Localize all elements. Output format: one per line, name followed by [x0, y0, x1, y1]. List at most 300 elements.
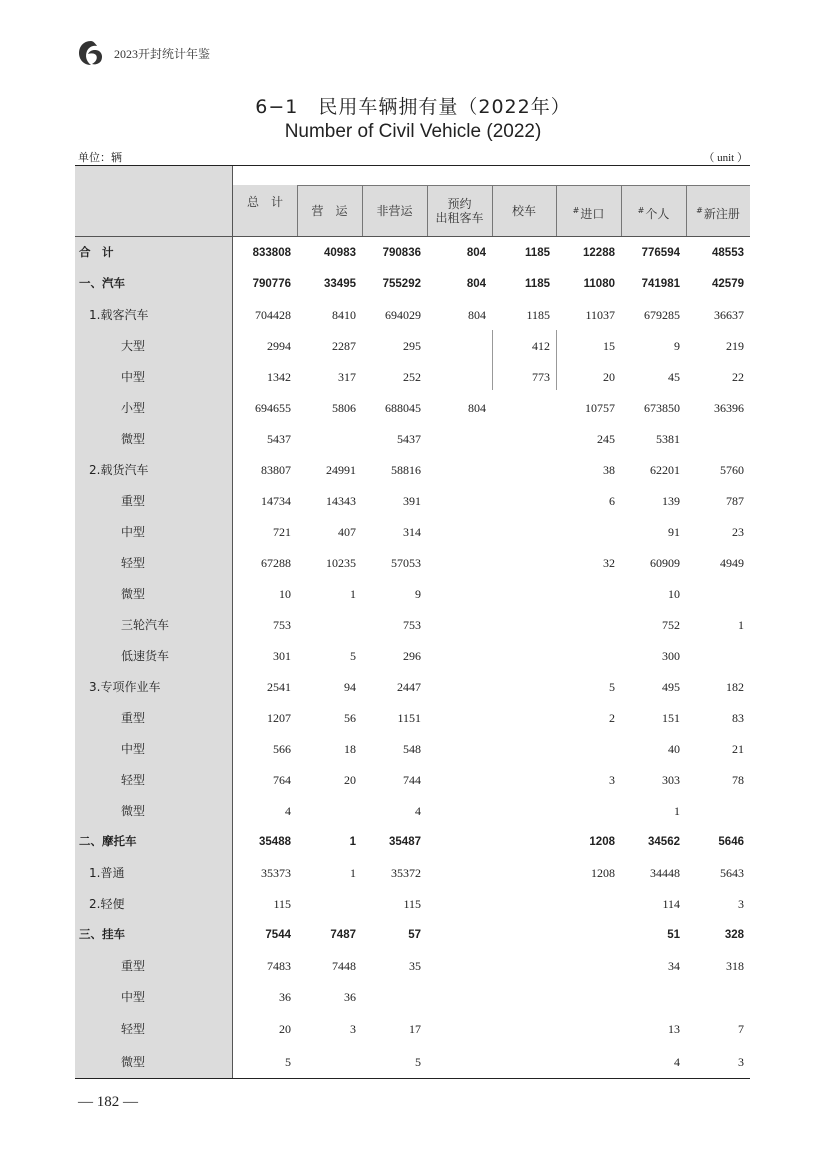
cell-value — [492, 734, 550, 765]
unit-label-en: （ unit ） — [703, 152, 748, 164]
cell-value — [686, 982, 744, 1013]
cell-value: 328 — [724, 929, 744, 941]
cell-value: 1342 — [267, 370, 291, 384]
cell-value: 3 — [350, 1022, 356, 1036]
cell-value: 1185 — [525, 278, 550, 290]
cell-value: 20 — [603, 370, 615, 384]
cell-value — [427, 734, 486, 765]
cell-value — [427, 548, 486, 579]
table-row — [75, 827, 750, 858]
table-row — [75, 393, 750, 424]
cell-value — [556, 1047, 615, 1078]
cell-value — [427, 889, 486, 920]
cell-value: 21 — [732, 742, 744, 756]
table-row — [75, 486, 750, 517]
cell-value — [492, 920, 550, 951]
cell-value — [492, 765, 550, 796]
cell-value — [427, 579, 486, 610]
cell-value — [427, 455, 486, 486]
cell-value: 495 — [662, 680, 680, 694]
cell-value: 11037 — [585, 308, 615, 322]
cell-value: 11080 — [583, 278, 615, 290]
cell-value: 1 — [350, 587, 356, 601]
cell-value — [297, 424, 356, 455]
column-header-text: 进口 — [580, 207, 605, 221]
header-divider — [686, 185, 687, 236]
cell-value: 1185 — [525, 247, 550, 259]
cell-value: 10235 — [326, 556, 356, 570]
table-row — [75, 703, 750, 734]
cell-value: 245 — [597, 432, 615, 446]
header-top-rule — [297, 185, 750, 186]
cell-value: 303 — [662, 773, 680, 787]
cell-value: 22 — [732, 370, 744, 384]
cell-value: 51 — [667, 929, 680, 941]
row-label: 1.载客汽车 — [89, 308, 149, 322]
table-row — [75, 610, 750, 641]
yearbook-title: 2023开封统计年鉴 — [114, 46, 211, 61]
cell-value: 56 — [344, 711, 356, 725]
cell-value: 3 — [738, 1055, 744, 1069]
cell-value: 755292 — [382, 278, 421, 290]
cell-value — [427, 703, 486, 734]
cell-value — [492, 424, 550, 455]
cell-value: 14343 — [326, 494, 356, 508]
footnote-mark: # — [696, 206, 703, 215]
cell-value: 741981 — [641, 278, 680, 290]
cell-value: 295 — [403, 339, 421, 353]
cell-value — [556, 982, 615, 1013]
cell-value: 83807 — [261, 463, 291, 477]
cell-value — [427, 517, 486, 548]
cell-value: 804 — [466, 278, 486, 290]
cell-value — [492, 548, 550, 579]
cell-value: 115 — [403, 897, 421, 911]
table-row — [75, 455, 750, 486]
cell-value — [427, 765, 486, 796]
table-row — [75, 331, 750, 362]
cell-value — [427, 362, 486, 393]
cell-value — [492, 610, 550, 641]
page-header — [76, 38, 210, 68]
cell-value: 407 — [338, 525, 356, 539]
cell-value: 57 — [408, 929, 421, 941]
table-row — [75, 982, 750, 1013]
cell-value: 114 — [662, 897, 680, 911]
cell-value: 4 — [415, 804, 421, 818]
cell-value: 9 — [674, 339, 680, 353]
cell-value: 7483 — [267, 959, 291, 973]
cell-value — [492, 393, 550, 424]
column-header-text: 出租客车 — [435, 211, 484, 225]
cell-value: 804 — [468, 308, 486, 322]
cell-value: 7 — [738, 1022, 744, 1036]
cell-value: 7544 — [265, 929, 291, 941]
cell-value: 7448 — [332, 959, 356, 973]
cell-value: 412 — [532, 339, 550, 353]
column-header — [297, 204, 362, 218]
cell-value — [362, 982, 421, 1013]
row-label: 小型 — [121, 401, 146, 415]
table-title-en: Number of Civil Vehicle (2022) — [284, 121, 542, 142]
cell-value: 10757 — [585, 401, 615, 415]
cell-value: 252 — [403, 370, 421, 384]
cell-value: 753 — [403, 618, 421, 632]
cell-value — [492, 486, 550, 517]
cell-value — [427, 796, 486, 827]
cell-value: 1207 — [267, 711, 291, 725]
column-header — [492, 204, 556, 218]
table-top-rule — [75, 165, 750, 166]
cell-value: 35373 — [261, 866, 291, 880]
cell-value — [556, 951, 615, 982]
cell-value: 91 — [668, 525, 680, 539]
header-divider — [362, 185, 363, 236]
column-header-text: 总 计 — [246, 195, 283, 209]
cell-value: 1208 — [589, 836, 615, 848]
cell-value: 10 — [279, 587, 291, 601]
cell-value: 5646 — [718, 836, 744, 848]
yearbook-logo-icon — [76, 38, 106, 68]
cell-value: 694029 — [385, 308, 421, 322]
cell-value: 38 — [603, 463, 615, 477]
cell-value: 12288 — [583, 247, 615, 259]
table-row — [75, 1014, 750, 1045]
table-row — [75, 548, 750, 579]
cell-value: 5437 — [267, 432, 291, 446]
cell-value — [492, 579, 550, 610]
row-label: 微型 — [121, 587, 146, 601]
cell-value: 48553 — [712, 247, 744, 259]
cell-value: 5 — [609, 680, 615, 694]
cell-value: 42579 — [712, 278, 744, 290]
column-header — [233, 195, 297, 209]
cell-value: 78 — [732, 773, 744, 787]
header-divider — [492, 185, 493, 236]
row-label: 大型 — [121, 339, 146, 353]
footnote-mark: # — [637, 206, 645, 215]
cell-value — [686, 579, 744, 610]
cell-value — [492, 858, 550, 889]
cell-value: 1151 — [397, 711, 421, 725]
body-divider — [492, 330, 493, 390]
cell-value — [492, 703, 550, 734]
cell-value: 314 — [403, 525, 421, 539]
cell-value: 58816 — [391, 463, 421, 477]
table-row — [75, 517, 750, 548]
cell-value — [427, 982, 486, 1013]
cell-value: 34562 — [648, 836, 680, 848]
cell-value: 35487 — [389, 836, 421, 848]
cell-value: 6 — [609, 494, 615, 508]
cell-value — [492, 1014, 550, 1045]
row-label: 重型 — [121, 494, 146, 508]
row-label: 三轮汽车 — [121, 618, 170, 632]
cell-value — [427, 1047, 486, 1078]
cell-value: 151 — [662, 711, 680, 725]
cell-value: 300 — [662, 649, 680, 663]
page-number: — 182 — — [78, 1094, 138, 1110]
cell-value — [297, 796, 356, 827]
cell-value: 23 — [732, 525, 744, 539]
cell-value: 753 — [273, 618, 291, 632]
cell-value: 548 — [403, 742, 421, 756]
cell-value — [427, 858, 486, 889]
cell-value: 8410 — [332, 308, 356, 322]
cell-value: 318 — [726, 959, 744, 973]
cell-value: 9 — [415, 587, 421, 601]
column-header-text: 非营运 — [376, 204, 413, 218]
cell-value: 5 — [285, 1055, 291, 1069]
cell-value: 688045 — [385, 401, 421, 415]
cell-value: 773 — [532, 370, 550, 384]
cell-value — [492, 889, 550, 920]
cell-value: 182 — [726, 680, 744, 694]
row-label: 中型 — [121, 525, 146, 539]
cell-value: 391 — [403, 494, 421, 508]
cell-value: 18 — [344, 742, 356, 756]
cell-value — [686, 796, 744, 827]
cell-value: 5 — [350, 649, 356, 663]
cell-value: 4949 — [720, 556, 744, 570]
row-label: 中型 — [121, 742, 146, 756]
cell-value — [492, 517, 550, 548]
unit-label: 单位：辆 — [78, 151, 122, 164]
table-row — [75, 672, 750, 703]
cell-value: 317 — [338, 370, 356, 384]
cell-value: 36 — [279, 990, 291, 1004]
cell-value: 36396 — [714, 401, 744, 415]
cell-value — [492, 982, 550, 1013]
column-header-text: 校车 — [511, 204, 536, 218]
cell-value: 296 — [403, 649, 421, 663]
cell-value — [427, 672, 486, 703]
cell-value: 94 — [344, 680, 356, 694]
cell-value: 34448 — [650, 866, 680, 880]
cell-value: 115 — [273, 897, 291, 911]
row-label: 轻型 — [121, 773, 146, 787]
header-divider — [621, 185, 622, 236]
row-label: 三、挂车 — [79, 929, 125, 941]
cell-value: 139 — [662, 494, 680, 508]
cell-value: 5806 — [332, 401, 356, 415]
cell-value: 40 — [668, 742, 680, 756]
cell-value — [297, 610, 356, 641]
table-row — [75, 238, 750, 269]
cell-value: 67288 — [261, 556, 291, 570]
cell-value: 704428 — [255, 308, 291, 322]
table-row — [75, 300, 750, 331]
column-header — [621, 204, 686, 221]
cell-value — [492, 1047, 550, 1078]
cell-value — [686, 641, 744, 672]
cell-value — [556, 796, 615, 827]
body-divider — [556, 330, 557, 390]
cell-value: 33495 — [324, 278, 356, 290]
cell-value: 35372 — [391, 866, 421, 880]
cell-value: 764 — [273, 773, 291, 787]
cell-value: 2447 — [397, 680, 421, 694]
cell-value — [492, 827, 550, 858]
cell-value: 60909 — [650, 556, 680, 570]
cell-value: 14734 — [261, 494, 291, 508]
cell-value: 36637 — [714, 308, 744, 322]
row-label: 微型 — [121, 432, 146, 446]
column-header-text: 个人 — [645, 207, 670, 221]
column-header — [427, 197, 492, 225]
table-row — [75, 424, 750, 455]
cell-value: 7487 — [330, 929, 356, 941]
row-label: 重型 — [121, 711, 146, 725]
cell-value: 20 — [344, 773, 356, 787]
cell-value — [492, 951, 550, 982]
cell-value: 13 — [668, 1022, 680, 1036]
cell-value: 35 — [409, 959, 421, 973]
cell-value — [492, 641, 550, 672]
table-title-cn: 6−1 民用车辆拥有量（2022年） — [255, 96, 571, 118]
cell-value: 2994 — [267, 339, 291, 353]
cell-value: 301 — [273, 649, 291, 663]
cell-value: 679285 — [644, 308, 680, 322]
cell-value: 1 — [738, 618, 744, 632]
row-label: 重型 — [121, 959, 146, 973]
row-label: 1.普通 — [89, 866, 125, 880]
cell-value — [556, 610, 615, 641]
row-label: 2.轻便 — [89, 897, 125, 911]
cell-value: 20 — [279, 1022, 291, 1036]
row-label: 轻型 — [121, 556, 146, 570]
cell-value: 45 — [668, 370, 680, 384]
cell-value: 776594 — [641, 247, 680, 259]
cell-value — [427, 486, 486, 517]
cell-value: 1 — [674, 804, 680, 818]
cell-value: 36 — [344, 990, 356, 1004]
table-row — [75, 858, 750, 889]
cell-value: 787 — [726, 494, 744, 508]
row-label: 低速货车 — [121, 649, 170, 663]
cell-value: 5381 — [656, 432, 680, 446]
cell-value: 17 — [409, 1022, 421, 1036]
header-divider — [427, 185, 428, 236]
table-row — [75, 920, 750, 951]
cell-value: 5437 — [397, 432, 421, 446]
cell-value: 804 — [468, 401, 486, 415]
table-row — [75, 641, 750, 672]
cell-value: 57053 — [391, 556, 421, 570]
table-bottom-rule — [75, 1078, 750, 1079]
cell-value — [427, 1014, 486, 1045]
header-divider — [556, 185, 557, 236]
row-label: 二、摩托车 — [79, 836, 137, 848]
cell-value: 5760 — [720, 463, 744, 477]
cell-value: 35488 — [259, 836, 291, 848]
row-label: 中型 — [121, 990, 146, 1004]
table-row — [75, 269, 750, 300]
row-label: 轻型 — [121, 1022, 146, 1036]
cell-value — [556, 517, 615, 548]
cell-value — [556, 920, 615, 951]
cell-value: 1185 — [526, 308, 550, 322]
cell-value: 2541 — [267, 680, 291, 694]
cell-value: 1208 — [591, 866, 615, 880]
cell-value: 34 — [668, 959, 680, 973]
cell-value: 673850 — [644, 401, 680, 415]
column-header-text: 新注册 — [703, 207, 740, 221]
cell-value: 721 — [273, 525, 291, 539]
table-row — [75, 579, 750, 610]
table-row — [75, 362, 750, 393]
cell-value: 752 — [662, 618, 680, 632]
row-label: 3.专项作业车 — [89, 680, 161, 694]
cell-value — [492, 672, 550, 703]
cell-value: 566 — [273, 742, 291, 756]
cell-value — [556, 1014, 615, 1045]
row-label: 合 计 — [79, 247, 114, 259]
table-row — [75, 796, 750, 827]
cell-value: 2287 — [332, 339, 356, 353]
cell-value — [556, 641, 615, 672]
row-label: 微型 — [121, 804, 146, 818]
cell-value: 5643 — [720, 866, 744, 880]
cell-value: 62201 — [650, 463, 680, 477]
cell-value: 2 — [609, 711, 615, 725]
cell-value: 744 — [403, 773, 421, 787]
cell-value: 790776 — [252, 278, 291, 290]
cell-value — [427, 641, 486, 672]
footnote-mark: # — [572, 206, 580, 215]
cell-value — [427, 951, 486, 982]
cell-value: 1 — [349, 836, 356, 848]
cell-value: 5 — [415, 1055, 421, 1069]
cell-value — [427, 920, 486, 951]
cell-value: 32 — [603, 556, 615, 570]
table-row — [75, 734, 750, 765]
cell-value: 1 — [350, 866, 356, 880]
cell-value: 10 — [668, 587, 680, 601]
cell-value — [492, 455, 550, 486]
column-header — [686, 204, 750, 221]
cell-value — [427, 331, 486, 362]
cell-value — [621, 982, 680, 1013]
cell-value: 694655 — [255, 401, 291, 415]
cell-value — [427, 424, 486, 455]
cell-value: 4 — [674, 1055, 680, 1069]
cell-value: 219 — [726, 339, 744, 353]
cell-value: 24991 — [326, 463, 356, 477]
cell-value — [556, 889, 615, 920]
cell-value: 790836 — [382, 247, 421, 259]
cell-value — [427, 610, 486, 641]
cell-value: 3 — [609, 773, 615, 787]
cell-value: 3 — [738, 897, 744, 911]
cell-value — [686, 424, 744, 455]
cell-value: 15 — [603, 339, 615, 353]
header-bottom-rule — [75, 236, 750, 237]
table-row — [75, 1047, 750, 1078]
column-header-text: 营 运 — [311, 204, 348, 218]
table-row — [75, 765, 750, 796]
cell-value: 83 — [732, 711, 744, 725]
cell-value — [492, 796, 550, 827]
column-header — [362, 204, 427, 218]
cell-value — [556, 579, 615, 610]
cell-value: 804 — [466, 247, 486, 259]
column-header — [556, 204, 621, 221]
row-label: 中型 — [121, 370, 146, 384]
header-divider — [297, 185, 298, 236]
table-row — [75, 889, 750, 920]
cell-value: 4 — [285, 804, 291, 818]
